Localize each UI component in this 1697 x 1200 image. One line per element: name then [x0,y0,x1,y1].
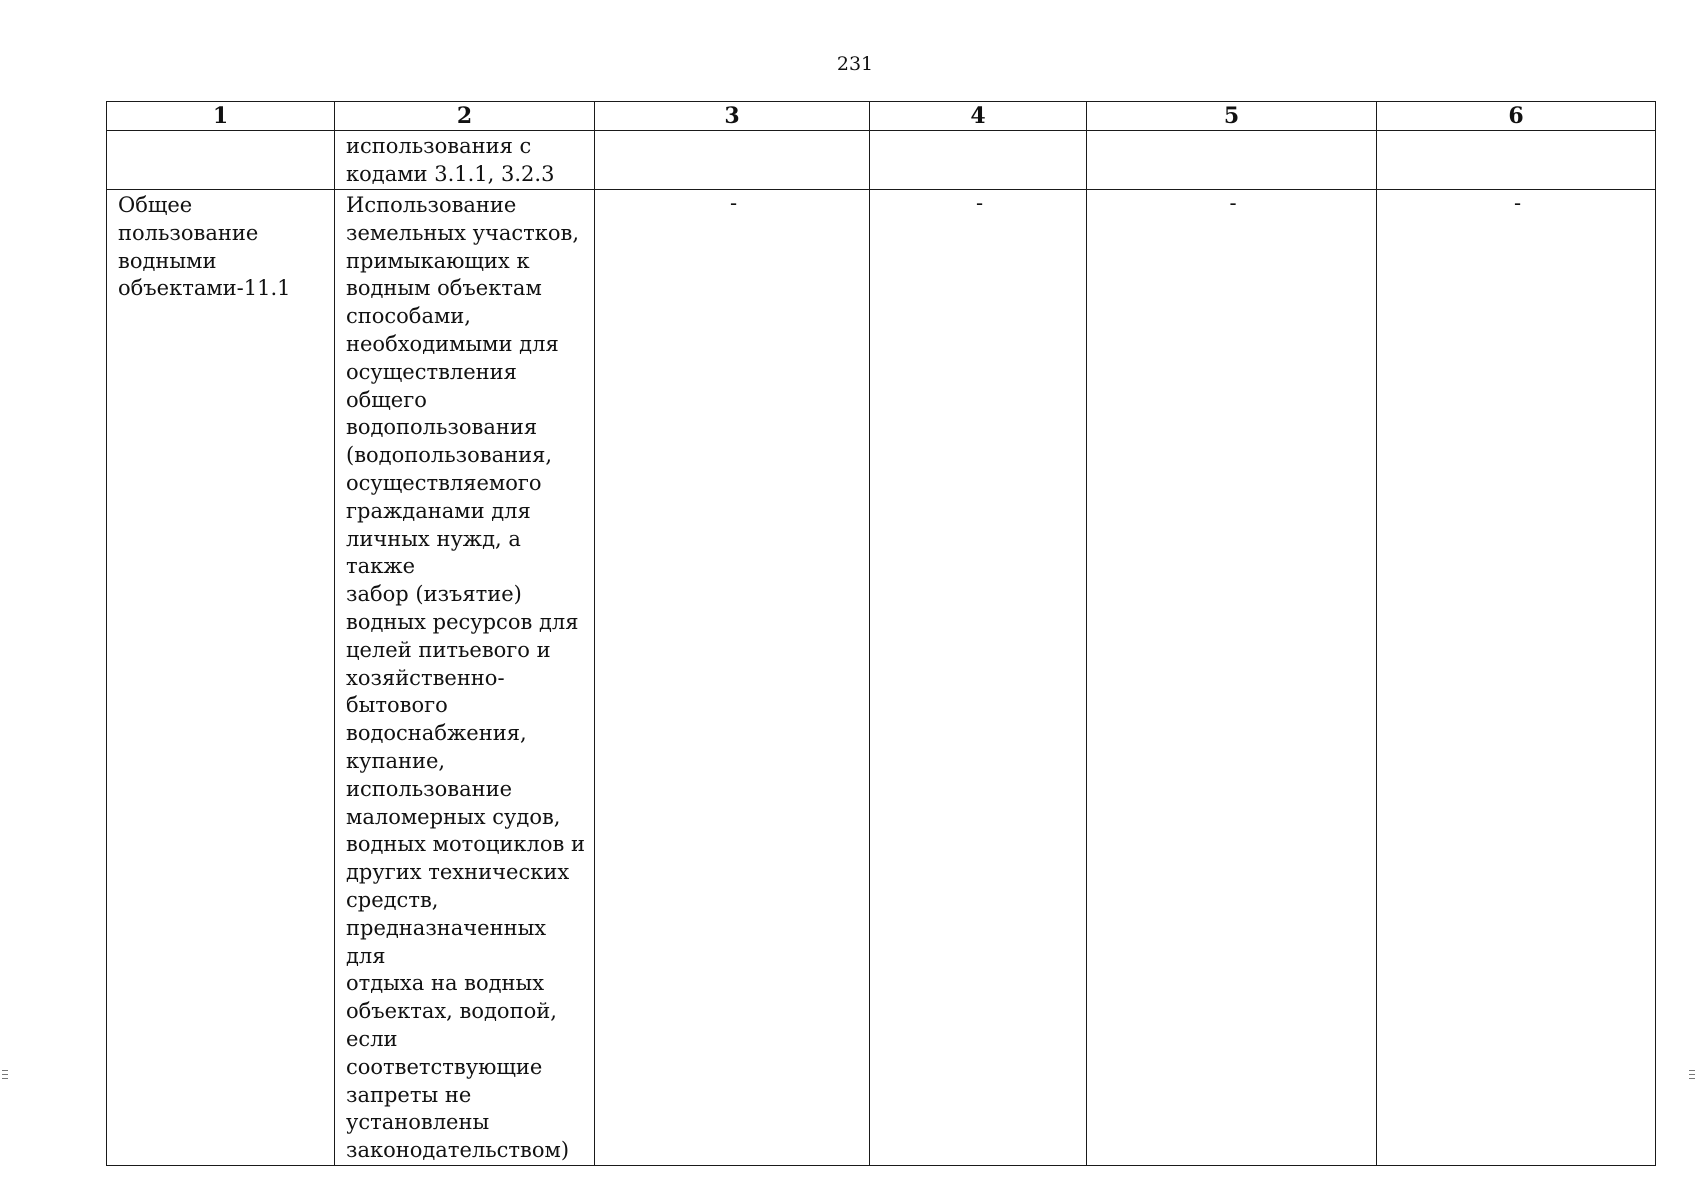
page-number: 231 [836,53,874,75]
cont-cell-3 [595,131,870,190]
table-row-continuation [107,131,1656,190]
table-header-row [107,102,1656,131]
cont-cell-6 [1377,131,1656,190]
value-cell-5: - [1087,190,1377,1166]
header-cell-1: 1 [107,102,335,131]
header-cell-4: 4 [870,102,1087,131]
cont-cell-1 [107,131,335,190]
value-cell-6: - [1377,190,1656,1166]
land-use-description-cell: Использование земельных участков, примыкающих к водным объектам способами, необходимыми для осуществления общего водопользования (водопользования, осуществляемого гражданами для личных нужд, а также забор (изъятие) водных ресурсов для целей питьевого и хозяйственно- бытового водоснабжения, купание, использование маломерных судов, водных мотоциклов и других технических средств, предназначенных для отдыха на водных объектах, водопой, если соответствующие запреты не установлены законодательством) [335,190,595,1166]
cont-cell-4 [870,131,1087,190]
header-cell-5: 5 [1087,102,1377,131]
value-cell-3: - [595,190,870,1166]
land-use-type-cell: Общее пользование водными объектами-11.1 [107,190,335,1166]
value-cell-4: - [870,190,1087,1166]
right-edge-scan-mark [1689,1070,1697,1082]
table-row-water-use [107,190,1656,1166]
left-edge-scan-mark [2,1070,12,1082]
cont-cell-5 [1087,131,1377,190]
header-cell-3: 3 [595,102,870,131]
header-cell-6: 6 [1377,102,1656,131]
main-table [106,101,1656,1166]
header-cell-2: 2 [335,102,595,131]
cont-cell-2: использования с кодами 3.1.1, 3.2.3 [335,131,595,190]
